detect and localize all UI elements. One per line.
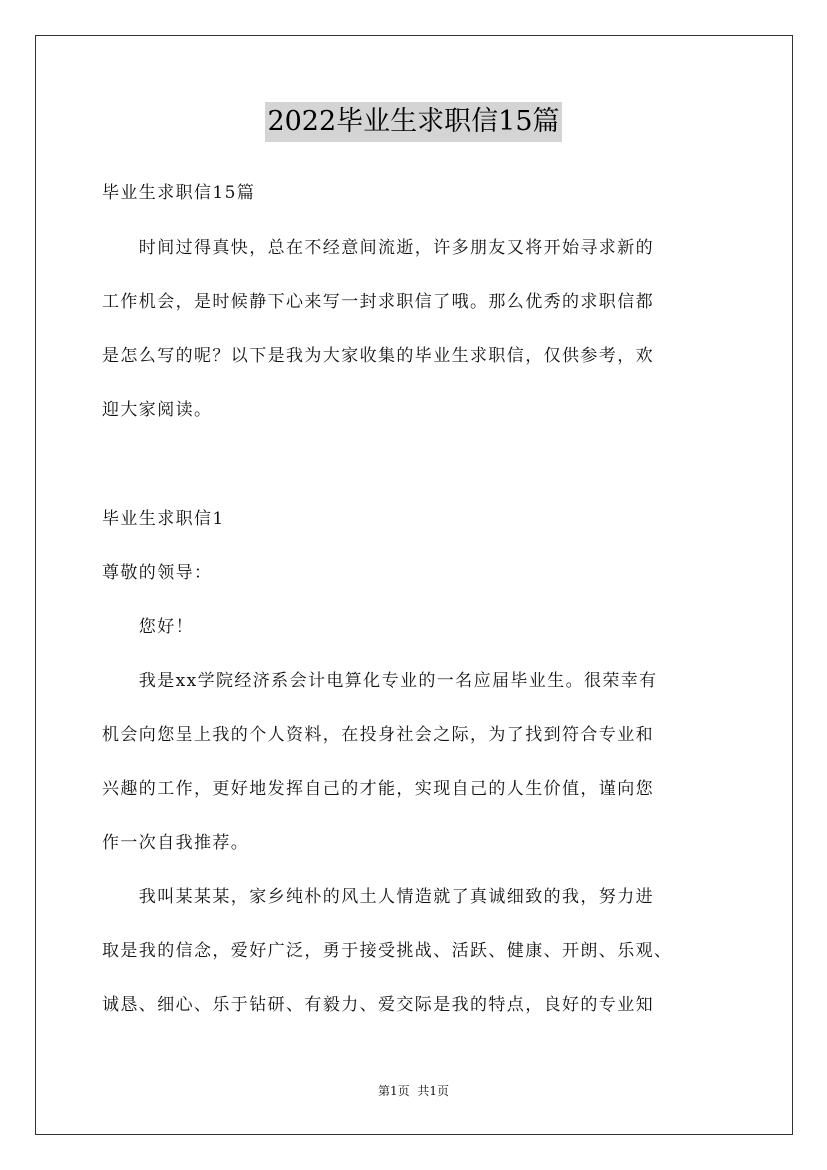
paragraph-line: 我是xx学院经济系会计电算化专业的一名应届毕业生。很荣幸有 [102, 671, 658, 691]
paragraph-line: 我叫某某某，家乡纯朴的风土人情造就了真诚细致的我，努力进 [102, 887, 654, 907]
page-total: 共1页 [417, 1084, 449, 1098]
paragraph-line: 工作机会，是时候静下心来写一封求职信了哦。那么优秀的求职信都 [102, 292, 654, 312]
page-footer [0, 1082, 827, 1100]
page-number: 第1页 [378, 1084, 410, 1098]
salutation: 尊敬的领导： [102, 563, 213, 583]
paragraph-line: 作一次自我推荐。 [102, 833, 250, 853]
subtitle-line: 毕业生求职信15篇 [102, 183, 256, 203]
paragraph-line: 取是我的信念，爱好广泛，勇于接受挑战、活跃、健康、开朗、乐观、 [102, 941, 673, 961]
section-heading: 毕业生求职信1 [102, 509, 225, 529]
paragraph-line: 是怎么写的呢？以下是我为大家收集的毕业生求职信，仅供参考，欢 [102, 346, 654, 366]
paragraph-line: 时间过得真快，总在不经意间流逝，许多朋友又将开始寻求新的 [102, 238, 654, 258]
paragraph-line: 诚恳、细心、乐于钻研、有毅力、爱交际是我的特点，良好的专业知 [102, 995, 654, 1015]
paragraph-line: 机会向您呈上我的个人资料，在投身社会之际，为了找到符合专业和 [102, 725, 654, 745]
paragraph-line: 迎大家阅读。 [102, 400, 213, 420]
paragraph-line: 兴趣的工作，更好地发挥自己的才能，实现自己的人生价值，谨向您 [102, 779, 654, 799]
greeting: 您好！ [102, 617, 194, 637]
title-wrap [0, 102, 827, 142]
document-title: 2022毕业生求职信15篇 [265, 102, 561, 142]
